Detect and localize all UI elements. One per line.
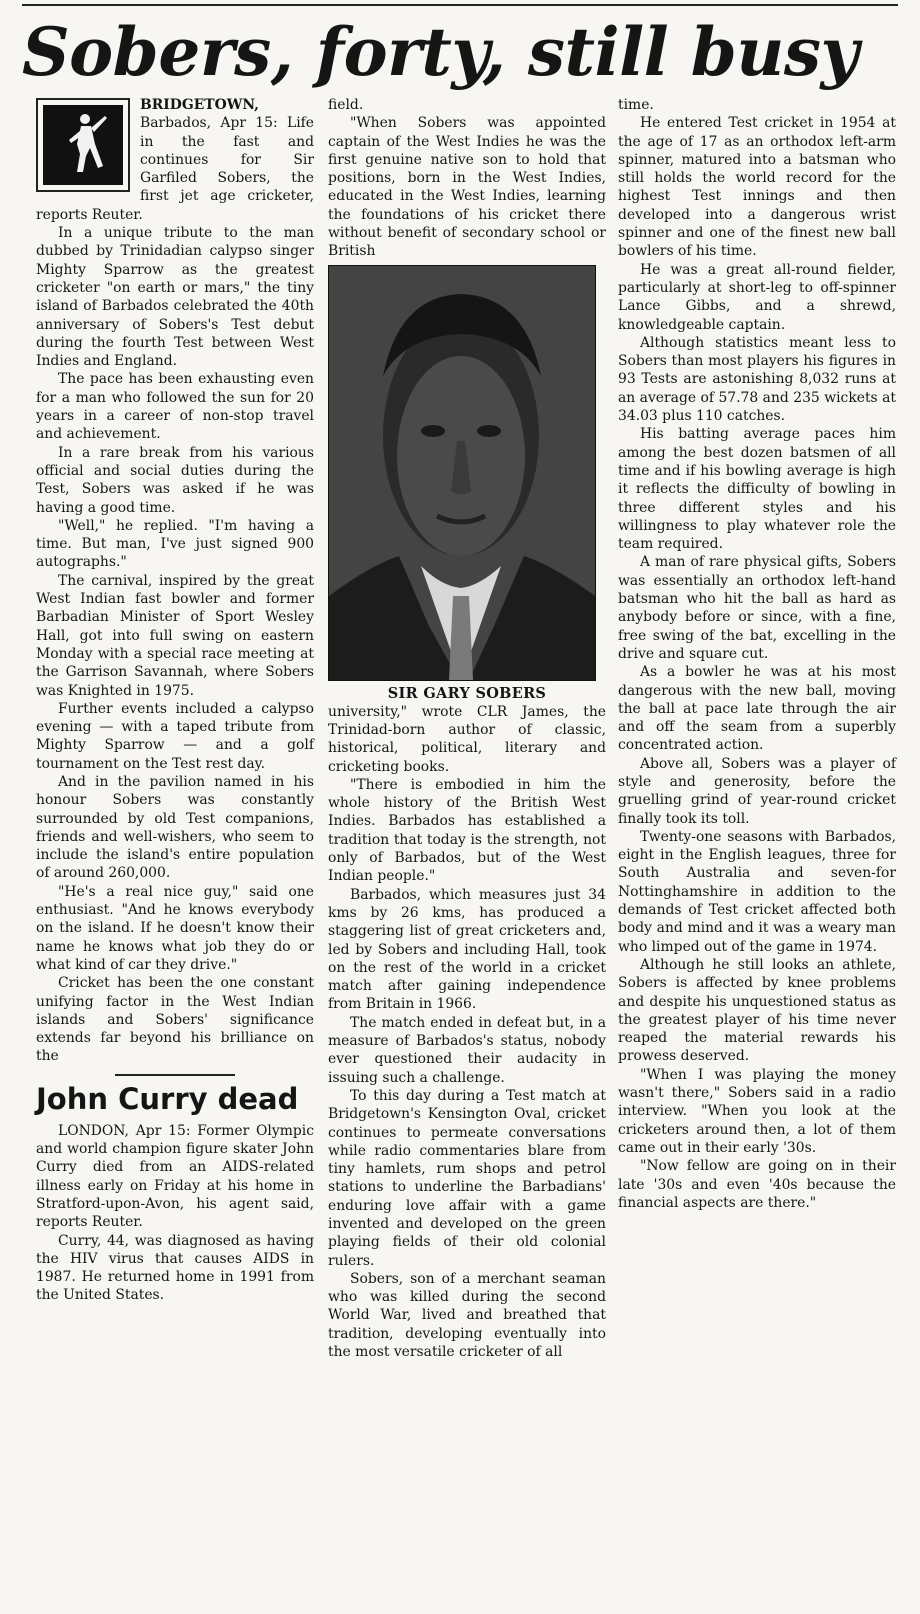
article-paragraph: Barbados, which measures just 34 kms by 26 kms, has produced a staggering list of great cricketers and, led by Sobers and including Hall, took on the rest of the world in a cricket match after gaining independence from Britain in 1966. bbox=[328, 886, 606, 1013]
headline: Sobers, forty, still busy bbox=[22, 13, 859, 91]
story-separator bbox=[115, 1074, 235, 1076]
article-paragraph: Sobers, son of a merchant seaman who was killed during the second World War, lived and breathed that tradition, developing eventually into the most versatile cricketer of all bbox=[328, 1270, 606, 1361]
article-paragraph: Although he still looks an athlete, Sobers is affected by knee problems and despite his unquestioned status as the greatest player of his time never reaped the material rewards his prowess deserved. bbox=[618, 956, 896, 1065]
column-1-body bbox=[36, 224, 314, 1066]
article-paragraph: The match ended in defeat but, in a measure of Barbados's status, nobody ever questioned their audacity in issuing such a challenge. bbox=[328, 1014, 606, 1086]
article-paragraph: field. bbox=[328, 97, 364, 113]
article-paragraph: To this day during a Test match at Bridgetown's Kensington Oval, cricket continues to permeate conversations while radio commentaries blare from tiny hamlets, rum shops and petrol stations to underline the Barbadians' enduring love affair with a game invented and developed on the green playing fields of their old colonial rulers. bbox=[328, 1087, 606, 1269]
column-3-body bbox=[618, 96, 896, 1212]
article-column-2 bbox=[328, 96, 606, 1361]
article-paragraph: A man of rare physical gifts, Sobers was essentially an orthodox left-hand batsman who hit the ball as hard as anybody before or since, with a fine, free swing of the bat, excelling in the drive and square cut. bbox=[618, 554, 896, 662]
article-paragraph: "Well," he replied. "I'm having a time. But man, I've just signed 900 autographs." bbox=[36, 517, 314, 571]
article-paragraph: "He's a real nice guy," said one enthusiast. "And he knows everybody on the island. If he doesn't know their name he knows what job they do or what kind of car they drive." bbox=[36, 883, 314, 973]
article-paragraph: Cricket has been the one constant unifying factor in the West Indian islands and Sobers' significance extends far beyond his brilliance on the bbox=[36, 975, 314, 1065]
dateline: BRIDGETOWN, bbox=[140, 97, 259, 113]
article-paragraph: He entered Test cricket in 1954 at the age of 17 as an orthodox left-arm spinner, matured into a batsman who still holds the world record for the highest Test innings and then developed into a dangerous wrist spinner and one of the finest new ball bowlers of his time. bbox=[618, 115, 896, 260]
article-paragraph: The carnival, inspired by the great West Indian fast bowler and former Barbadian Minister of Sport Wesley Hall, got into full swing on eastern Monday with a special race meeting at the Garrison Savannah, where Sobers was Knighted in 1975. bbox=[36, 572, 314, 699]
sidebar-headline: John Curry dead bbox=[36, 1081, 299, 1116]
column-2-top bbox=[328, 96, 606, 261]
sidebar-story-body bbox=[36, 1122, 314, 1305]
article-paragraph: Although statistics meant less to Sobers than most players his figures in 93 Tests are astonishing 8,032 runs at an average of 57.78 and 235 wickets at 34.03 plus 110 catches. bbox=[618, 334, 896, 425]
cricketer-silhouette-icon bbox=[43, 105, 123, 185]
lead-text: Barbados, Apr 15: Life in the fast and continues for Sir Garfiled Sobers, the first jet age cricketer, reports Reuter. bbox=[36, 115, 314, 223]
article-paragraph: The pace has been exhausting even for a man who followed the sun for 20 years in a career of non-stop travel and achievement. bbox=[36, 371, 314, 443]
article-paragraph: In a unique tribute to the man dubbed by Trinidadian calypso singer Mighty Sparrow as the greatest cricketer "on earth or mars," the tiny island of Barbados celebrated the 40th anniversary of Sobers's Test debut during the fourth Test between West Indies and England. bbox=[36, 225, 314, 370]
article-column-3 bbox=[618, 96, 896, 1212]
photo-caption: SIR GARY SOBERS bbox=[387, 684, 547, 702]
article-paragraph: "When I was playing the money wasn't there," Sobers said in a radio interview. "When you look at the cricketers around then, a lot of them came out in their early '30s. bbox=[618, 1066, 896, 1156]
article-paragraph: "Now fellow are going on in their late '30s and even '40s because the financial aspects are there." bbox=[618, 1158, 896, 1211]
top-rule bbox=[22, 4, 898, 6]
article-paragraph: LONDON, Apr 15: Former Olympic and world champion figure skater John Curry died from an AIDS-related illness early on Friday at his home in Stratford-upon-Avon, his agent said, reports Reuter. bbox=[36, 1122, 314, 1231]
article-paragraph: He was a great all-round fielder, particularly at short-leg to off-spinner Lance Gibbs, and a shrewd, knowledgeable captain. bbox=[618, 261, 896, 333]
article-paragraph: As a bowler he was at his most dangerous with the new ball, moving the ball at pace late through the air and off the seam from a superbly concentrated action. bbox=[618, 664, 896, 754]
article-column-1 bbox=[36, 96, 314, 1305]
article-paragraph: Above all, Sobers was a player of style and generosity, before the gruelling grind of year-round cricket finally took its toll. bbox=[618, 755, 896, 827]
article-paragraph: Twenty-one seasons with Barbados, eight in the English leagues, three for South Australia and seven-for Nottinghamshire in addition to the demands of Test cricket affected both body and mind and it was a weary man who limped out of the game in 1974. bbox=[618, 828, 896, 955]
column-2-bottom bbox=[328, 703, 606, 1362]
section-logo bbox=[36, 98, 130, 192]
article-paragraph: university," wrote CLR James, the Trinidad-born author of classic, historical, political, literary and cricketing books. bbox=[328, 703, 606, 775]
article-paragraph: His batting average paces him among the best dozen batsmen of all time and if his bowling average is high it reflects the difficulty of bowling in three different styles and his willingness to play whatever role the team required. bbox=[618, 426, 896, 553]
article-paragraph: "There is embodied in him the whole history of the British West Indies. Barbados has established a tradition that today is the strength, not only of Barbados, but of the West Indian people." bbox=[328, 776, 606, 885]
article-paragraph: And in the pavilion named in his honour Sobers was constantly surrounded by old Test companions, friends and well-wishers, who seem to include the island's entire population of around 260,000. bbox=[36, 773, 314, 882]
article-paragraph: time. bbox=[618, 97, 654, 113]
portrait-photo bbox=[328, 265, 596, 681]
article-paragraph: In a rare break from his various official and social duties during the Test, Sobers was asked if he was having a good time. bbox=[36, 444, 314, 516]
article-paragraph: Curry, 44, was diagnosed as having the HIV virus that causes AIDS in 1987. He returned home in 1991 from the United States. bbox=[36, 1232, 314, 1304]
article-paragraph: "When Sobers was appointed captain of the West Indies he was the first genuine native son to hold that positions, born in the West Indies, educated in the West Indies, learning the foundations of his cricket there without benefit of secondary school or British bbox=[328, 115, 606, 260]
article-paragraph: Further events included a calypso evening — with a taped tribute from Mighty Sparrow — and a golf tournament on the Test rest day. bbox=[36, 700, 314, 772]
